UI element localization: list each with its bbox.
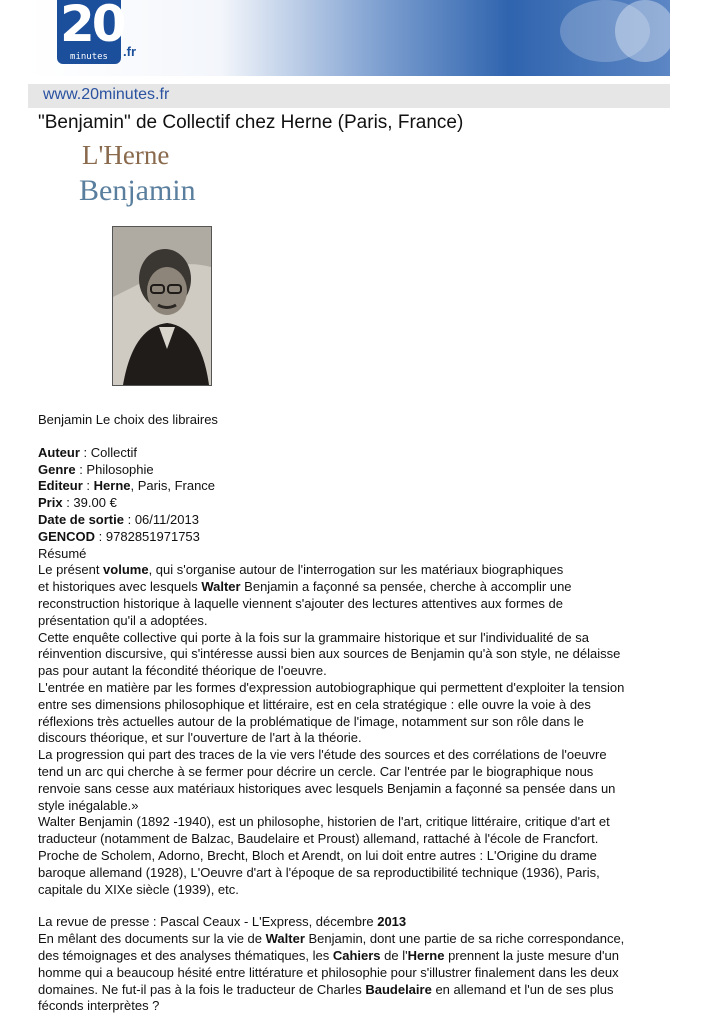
- summary-paragraph: La progression qui part des traces de la vie vers l'étude des sources et des corrélations de l'oeuvre tend un arc qui cherche à se fermer pour décrire un cercle. Car l'entrée par le biographique nous renvoie sans cesse aux matériaux historiques avec lesquels Benjamin a façonné sa pensée dans un style inégalable.»: [38, 747, 616, 813]
- summary-paragraph: Le présent volume, qui s'organise autour de l'interrogation sur les matériaux biographiques et historiques avec lesquels Walter Benjamin a façonné sa pensée, cherche à accomplir une reconstruction historique à laquelle viennent s'ajouter des lectures attentives aux formes de présentation qu'il a adoptées.: [38, 562, 572, 628]
- cover-caption: Benjamin Le choix des libraires: [38, 412, 218, 427]
- logo-suffix: .fr: [123, 44, 136, 59]
- page-title: "Benjamin" de Collectif chez Herne (Paris, France): [38, 112, 464, 133]
- cover-title: Benjamin: [79, 174, 196, 207]
- detail-label: Date de sortie: [38, 511, 124, 527]
- resume-label: Résumé: [38, 545, 87, 561]
- detail-value: , Paris, France: [130, 478, 216, 494]
- author-biography: Walter Benjamin (1892 -1940), est un philosophe, historien de l'art, critique littéraire, critique d'art et traducteur (notamment de Balzac, Baudelaire et Proust) allemand, rattaché à l'école de Francfort. Proche de Scholem, Adorno, Brecht, Bloch et Arendt, on lui doit entre autres : L'Origine du drame baroque allemand (1928), L'Oeuvre d'art à l'époque de sa reproductibilité technique (1936), Paris, capitale du XIXe siècle (1939), etc.: [38, 814, 610, 897]
- detail-author: Auteur : Collectif: [38, 444, 137, 460]
- detail-value: 9782851971753: [105, 528, 200, 544]
- book-details: [38, 445, 678, 546]
- banner-decoration: [615, 0, 675, 62]
- summary-paragraph: Cette enquête collective qui porte à la fois sur la grammaire historique et sur l'individualité de sa réinvention discursive, qui s'intéresse aussi bien aux sources de Benjamin qu'à son style, ne délaisse pas pour autant la fécondité théorique de l'oeuvre.: [38, 629, 621, 679]
- detail-value: 06/11/2013: [134, 511, 199, 527]
- detail-value: Philosophie: [86, 461, 154, 477]
- detail-label: Editeur: [38, 478, 83, 494]
- press-review: La revue de presse : Pascal Ceaux - L'Express, décembre 2013 En mêlant des documents sur la vie de Walter Benjamin, dont une partie de sa riche correspondance, des témoignages et des analyses thématiques, les Cahiers de l'Herne prennent la juste mesure d'un homme qui a beaucoup hésité entre littérature et philosophie pour s'illustrer finalement dans les deux domaines. Ne fut-il pas à la fois le traducteur de Charles Baudelaire en allemand et l'un de ses plus féconds interprètes ?: [38, 914, 625, 1014]
- detail-value: Collectif: [90, 444, 137, 460]
- site-logo[interactable]: [57, 0, 124, 64]
- detail-price: Prix : 39.00 €: [38, 495, 117, 511]
- detail-release-date: Date de sortie : 06/11/2013: [38, 511, 199, 527]
- book-cover: [38, 136, 254, 398]
- cover-publisher: L'Herne: [82, 140, 170, 170]
- portrait-drawing: [113, 227, 211, 385]
- logo-number: 20: [60, 0, 124, 53]
- detail-gencod: GENCOD : 9782851971753: [38, 528, 200, 544]
- site-url-link[interactable]: www.20minutes.fr: [43, 86, 170, 103]
- logo-word: minutes: [70, 52, 108, 62]
- detail-label: Prix: [38, 495, 63, 511]
- article-content: [38, 412, 678, 1015]
- detail-genre: Genre : Philosophie: [38, 461, 154, 477]
- detail-value: 39.00 €: [73, 495, 117, 511]
- detail-publisher: Editeur : Herne, Paris, France: [38, 478, 216, 494]
- detail-value: Herne: [93, 478, 131, 494]
- detail-label: GENCOD: [38, 528, 96, 544]
- author-portrait: [112, 226, 212, 386]
- detail-label: Auteur: [38, 444, 80, 460]
- summary-paragraph: L'entrée en matière par les formes d'expression autobiographique qui permettent d'exploiter la tension entre ses dimensions philosophique et littéraire, est en cela stratégique : elle ouvre la voie à des réflexions très actuelles autour de la problématique de l'image, notamment sur son rôle dans le discours théorique, et sur l'ouverture de l'art à la théorie.: [38, 679, 625, 746]
- detail-label: Genre: [38, 461, 76, 477]
